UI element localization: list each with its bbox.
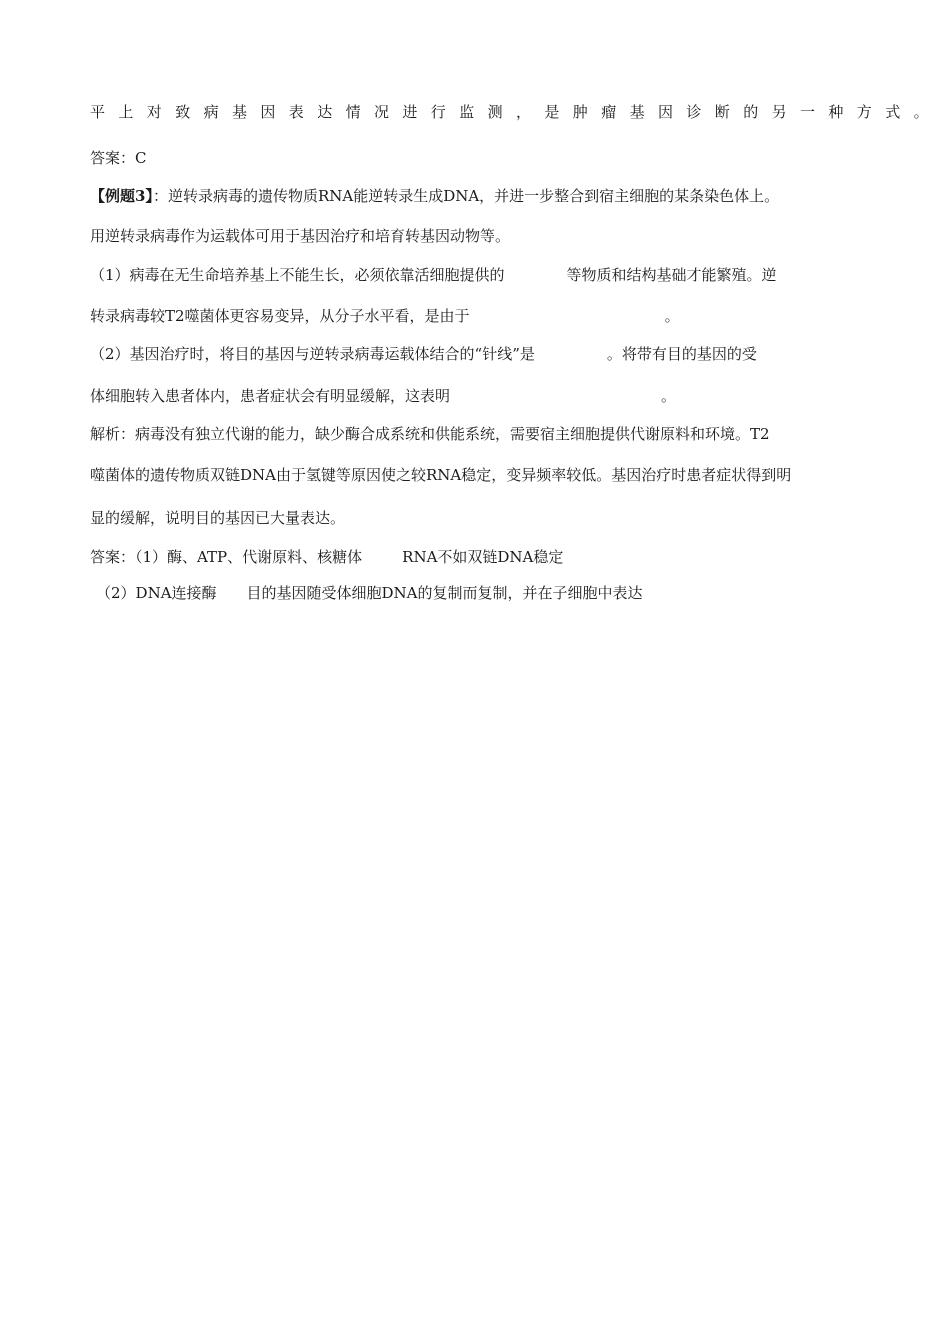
question-1-text-a: （1）病毒在无生命培养基上不能生长，必须依靠活细胞提供的 <box>90 266 505 284</box>
answer-line: 答案：C <box>90 149 147 167</box>
question-2-text-c: 体细胞转入患者体内，患者症状会有明显缓解，这表明 <box>90 387 451 405</box>
question-1-text-c: 转录病毒较T2噬菌体更容易变异，从分子水平看，是由于 <box>90 307 470 325</box>
answer-part-4: 目的基因随受体细胞DNA的复制而复制，并在子细胞中表达 <box>246 584 643 602</box>
question-1-text-b: 等物质和结构基础才能繁殖。逆 <box>566 266 777 284</box>
answer-line-1 <box>90 547 563 567</box>
continued-paragraph-line: 平上对致病基因表达情况进行监测，是肿瘤基因诊断的另一种方式。 <box>90 103 943 121</box>
question-2-end: 。 <box>661 387 677 405</box>
question-1-line-2 <box>90 306 680 326</box>
analysis-line-2: 噬菌体的遗传物质双链DNA由于氢键等原因使之较RNA稳定，变异频率较低。基因治疗时患者症状得到明 <box>90 466 792 484</box>
example-intro-text: ：逆转录病毒的遗传物质RNA能逆转录生成DNA，并进一步整合到宿主细胞的某条染色体上。 <box>152 187 780 205</box>
example-intro-line-1 <box>90 186 779 206</box>
question-2-line-1 <box>90 344 757 364</box>
analysis-line-3: 显的缓解，说明目的基因已大量表达。 <box>90 509 346 527</box>
question-2-line-2 <box>90 386 676 406</box>
answer-part-3: （2）DNA连接酶 <box>96 584 217 602</box>
analysis-line-1: 解析：病毒没有独立代谢的能力，缺少酶合成系统和供能系统，需要宿主细胞提供代谢原料和环境。T2 <box>90 425 770 443</box>
answer-part-2: RNA不如双链DNA稳定 <box>402 548 564 566</box>
question-2-text-b: 。将带有目的基因的受 <box>606 345 757 363</box>
answer-part-1: 答案：（1）酶、ATP、代谢原料、核糖体 <box>90 548 363 566</box>
question-2-text-a: （2）基因治疗时，将目的基因与逆转录病毒运载体结合的“针线”是 <box>90 345 535 363</box>
example-tag: 【例题3】 <box>90 187 153 205</box>
question-1-end: 。 <box>664 307 680 325</box>
question-1-line-1 <box>90 265 777 285</box>
example-intro-line-2: 用逆转录病毒作为运载体可用于基因治疗和培育转基因动物等。 <box>90 227 511 245</box>
answer-line-2 <box>96 583 643 603</box>
